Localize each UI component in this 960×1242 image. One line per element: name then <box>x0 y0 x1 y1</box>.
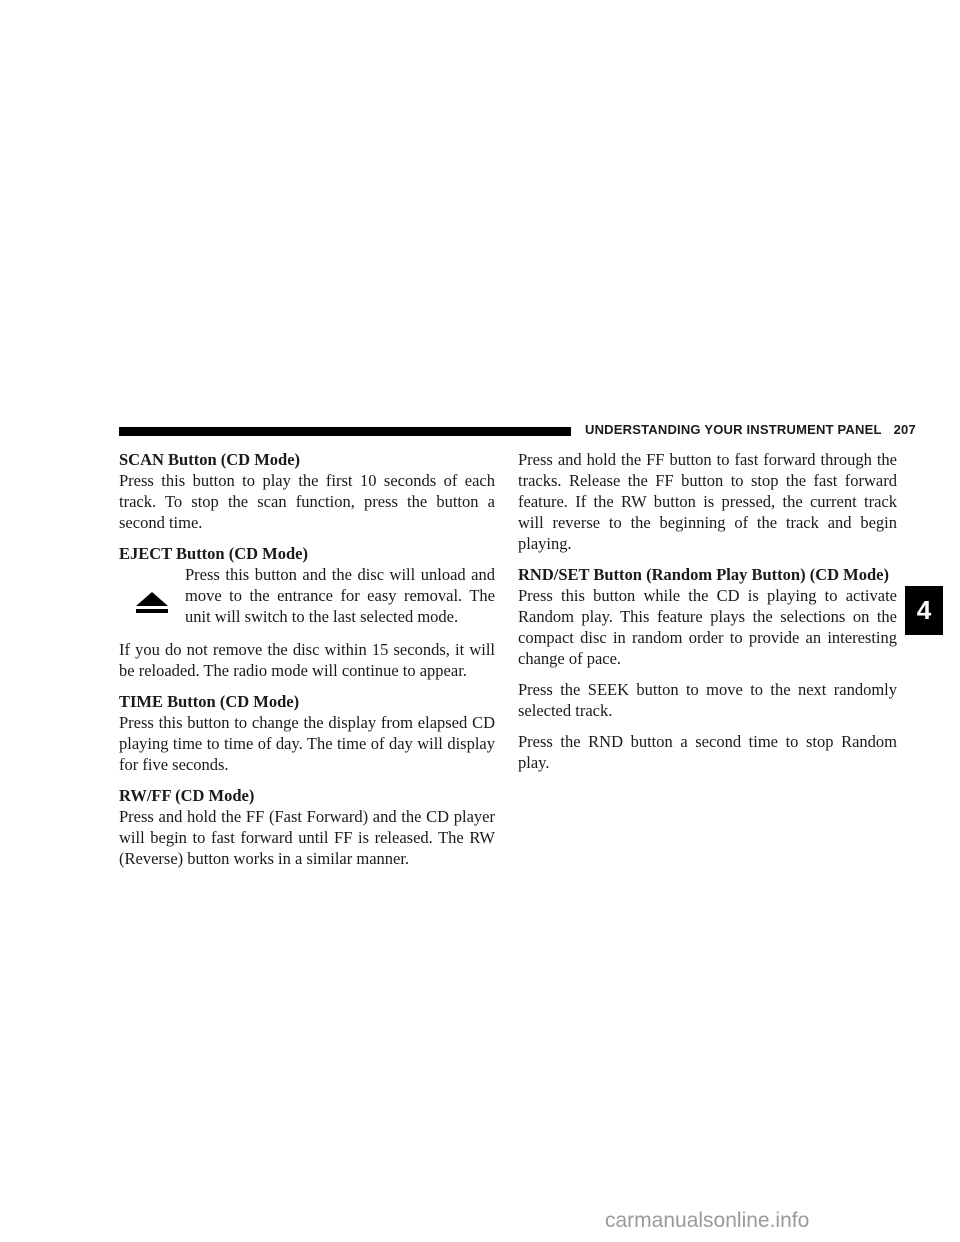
eject-icon <box>119 564 185 627</box>
rnd-heading: RND/SET Button (Random Play Button) (CD Mode) <box>518 565 889 584</box>
rnd-body: Press this button while the CD is playing to activate Random play. This feature plays the selections on the compact disc in random order to provide an interesting change of pace. <box>518 586 897 668</box>
seek-paragraph: Press the SEEK button to move to the next randomly selected track. <box>518 680 897 720</box>
page-number: 207 <box>893 422 916 437</box>
reload-note: If you do not remove the disc within 15 seconds, it will be reloaded. The radio mode will continue to appear. <box>119 640 495 680</box>
time-body: Press this button to change the display from elapsed CD playing time to time of day. The time of day will display for five seconds. <box>119 713 495 774</box>
scan-heading: SCAN Button (CD Mode) <box>119 450 301 469</box>
stop-paragraph: Press the RND button a second time to stop Random play. <box>518 732 897 772</box>
header-rule <box>119 427 571 436</box>
header-title: UNDERSTANDING YOUR INSTRUMENT PANEL <box>585 422 882 437</box>
watermark: carmanualsonline.info <box>605 1209 810 1232</box>
ff-paragraph: Press and hold the FF button to fast forward through the tracks. Release the FF button to stop the fast forward feature. If the RW button is pressed, the current track will reverse to the beginning of the track and begin playing. <box>518 450 897 553</box>
left-column <box>119 449 495 869</box>
scan-body: Press this button to play the first 10 seconds of each track. To stop the scan function, press the button a second time. <box>119 471 495 532</box>
eject-body: Press this button and the disc will unload and move to the entrance for easy removal. The unit will switch to the last selected mode. <box>185 565 495 626</box>
chapter-tab: 4 <box>905 586 943 635</box>
rwff-body: Press and hold the FF (Fast Forward) and the CD player will begin to fast forward until FF is released. The RW (Reverse) button works in a similar manner. <box>119 807 495 868</box>
time-heading: TIME Button (CD Mode) <box>119 692 300 711</box>
eject-section <box>119 564 495 627</box>
rwff-heading: RW/FF (CD Mode) <box>119 786 255 805</box>
right-column <box>518 449 897 773</box>
eject-heading: EJECT Button (CD Mode) <box>119 544 309 563</box>
running-header <box>585 422 916 442</box>
